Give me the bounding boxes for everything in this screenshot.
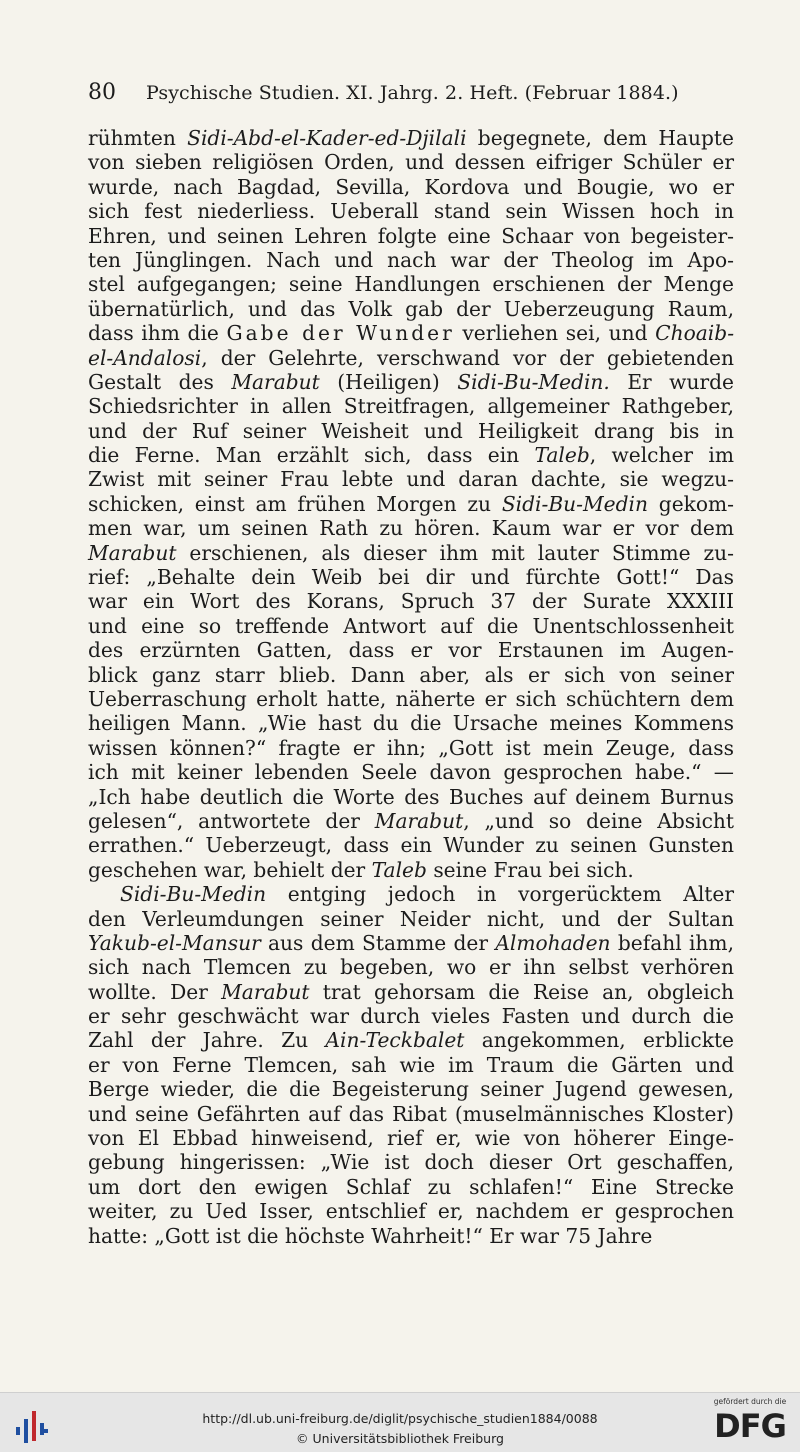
footer-copyright: © Universitätsbibliothek Freiburg — [296, 1431, 504, 1446]
text-line: und seine Gefährten auf das Ribat (muselmännisches Kloster) — [88, 1101, 734, 1126]
footer-bar — [0, 1392, 800, 1452]
text-line: um dort den ewigen Schlaf zu schlafen!“ Eine Strecke — [88, 1174, 734, 1199]
text-line: geschehen war, behielt der Taleb seine Frau bei sich. — [88, 857, 634, 882]
text-line: übernatürlich, und das Volk gab der Ueberzeugung Raum, — [88, 296, 734, 321]
text-line: die Ferne. Man erzählt sich, dass ein Taleb, welcher im — [88, 443, 734, 468]
funded-by-text: gefördert durch die — [713, 1397, 787, 1406]
text-line: Sidi-Bu-Medin entging jedoch in vorgerücktem Alter — [120, 882, 734, 907]
text-line: rühmten Sidi-Abd-el-Kader-ed-Djilali begegnete, dem Haupte — [88, 126, 734, 150]
text-line: Schiedsrichter in allen Streitfragen, allgemeiner Rathgeber, — [88, 394, 734, 419]
text-line: wurde, nach Bagdad, Sevilla, Kordova und Bougie, wo er — [88, 174, 734, 199]
text-line: Zwist mit seiner Frau lebte und daran dachte, sie wegzu- — [88, 467, 734, 492]
running-head: Psychische Studien. XI. Jahrg. 2. Heft. (Februar 1884.) — [146, 82, 679, 104]
page-number: 80 — [88, 80, 116, 105]
text-line: des erzürnten Gatten, dass er vor Erstaunen im Augen- — [88, 638, 734, 663]
body-text — [88, 126, 734, 1248]
text-line: von sieben religiösen Orden, und dessen eifriger Schüler er — [88, 150, 734, 175]
text-line: wissen können?“ fragte er ihn; „Gott ist mein Zeuge, dass — [88, 735, 734, 760]
text-line: errathen.“ Ueberzeugt, dass ein Wunder zu seinen Gunsten — [88, 833, 734, 858]
dfg-logo-text: DFG — [714, 1407, 786, 1445]
text-line: hatte: „Gott ist die höchste Wahrheit!“ Er war 75 Jahre — [88, 1223, 653, 1248]
text-line: „Ich habe deutlich die Worte des Buches auf deinem Burnus — [88, 784, 734, 809]
text-line: sich fest niederliess. Ueberall stand sein Wissen hoch in — [88, 199, 734, 224]
text-line: und eine so treffende Antwort auf die Unentschlossenheit — [88, 613, 734, 638]
text-line: wollte. Der Marabut trat gehorsam die Reise an, obgleich — [88, 979, 734, 1004]
text-line: Gestalt des Marabut (Heiligen) Sidi-Bu-Medin. Er wurde — [88, 369, 734, 394]
text-line: rief: „Behalte dein Weib bei dir und fürchte Gott!“ Das — [88, 565, 734, 590]
text-line: Ehren, und seinen Lehren folgte eine Schaar von begeister- — [88, 223, 734, 248]
page-header — [88, 80, 700, 112]
text-line: weiter, zu Ued Isser, entschlief er, nachdem er gesprochen — [88, 1199, 734, 1224]
text-line: gelesen“, antwortete der Marabut, „und so deine Absicht — [88, 808, 734, 833]
footer-url-link[interactable]: http://dl.ub.uni-freiburg.de/diglit/psychische_studien1884/0088 — [202, 1411, 598, 1426]
text-line: gebung hingerissen: „Wie ist doch dieser Ort geschaffen, — [88, 1150, 734, 1175]
text-line: von El Ebbad hinweisend, rief er, wie von höherer Einge- — [88, 1126, 734, 1151]
text-line: Yakub-el-Mansur aus dem Stamme der Almohaden befahl ihm, — [88, 930, 734, 955]
text-line: er von Ferne Tlemcen, sah wie im Traum die Gärten und — [88, 1052, 734, 1077]
text-line: Ueberraschung erholt hatte, näherte er sich schüchtern dem — [88, 686, 734, 711]
dfg-logo — [705, 1397, 795, 1447]
text-line: dass ihm die Gabe der Wunder verliehen sei, und Choaib- — [88, 321, 735, 346]
text-line: Marabut erschienen, als dieser ihm mit lauter Stimme zu- — [88, 540, 734, 565]
text-line: blick ganz starr blieb. Dann aber, als er sich von seiner — [88, 662, 734, 687]
text-line: und der Ruf seiner Weisheit und Heiligkeit drang bis in — [88, 418, 734, 443]
text-line: stel aufgegangen; seine Handlungen erschienen der Menge — [88, 272, 734, 297]
text-line: er sehr geschwächt war durch vieles Fasten und durch die — [88, 1004, 734, 1029]
text-line: schicken, einst am frühen Morgen zu Sidi-Bu-Medin gekom- — [88, 491, 734, 516]
text-line: heiligen Mann. „Wie hast du die Ursache meines Kommens — [88, 711, 734, 736]
text-line: sich nach Tlemcen zu begeben, wo er ihn selbst verhören — [88, 955, 734, 980]
text-line: Berge wieder, die die Begeisterung seiner Jugend gewesen, — [88, 1077, 734, 1102]
text-line: ich mit keiner lebenden Seele davon gesprochen habe.“ — — [88, 760, 734, 785]
text-line: Zahl der Jahre. Zu Ain-Teckbalet angekommen, erblickte — [88, 1028, 734, 1053]
text-line: den Verleumdungen seiner Neider nicht, und der Sultan — [88, 906, 734, 931]
text-line: ten Jünglingen. Nach und nach war der Theolog im Apo- — [88, 247, 734, 272]
text-line: war ein Wort des Korans, Spruch 37 der Surate XXXIII — [88, 589, 734, 614]
text-line: el-Andalosi, der Gelehrte, verschwand vor der gebietenden — [88, 345, 734, 370]
text-line: men war, um seinen Rath zu hören. Kaum war er vor dem — [88, 516, 734, 541]
